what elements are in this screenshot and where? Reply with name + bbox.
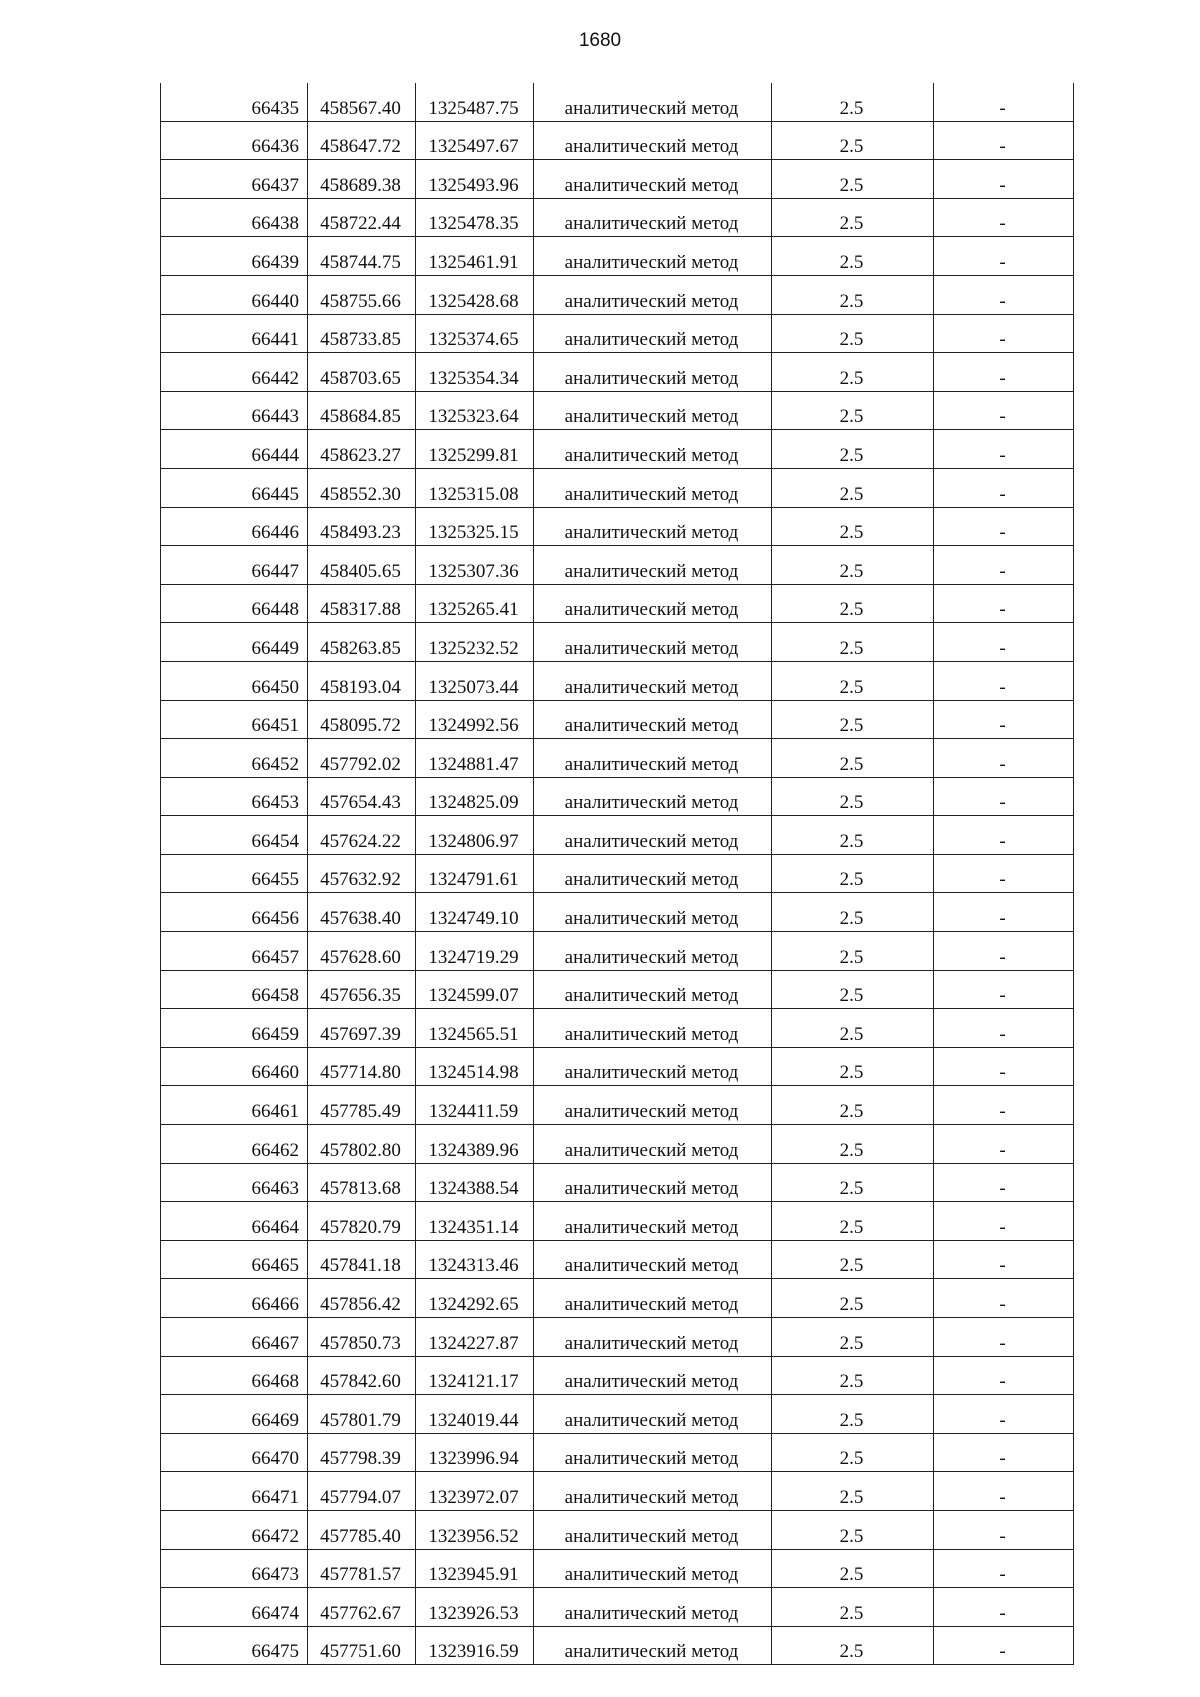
note-cell: -: [934, 1395, 1074, 1434]
method-cell: аналитический метод: [534, 1549, 772, 1588]
x-coordinate-cell: 458623.27: [308, 430, 416, 469]
y-coordinate-cell: 1324514.98: [416, 1047, 534, 1086]
note-cell: -: [934, 546, 1074, 585]
point-number-cell: 66471: [161, 1472, 308, 1511]
table-row: [161, 83, 1074, 121]
note-cell: -: [934, 1125, 1074, 1164]
method-cell: аналитический метод: [534, 275, 772, 314]
method-cell: аналитический метод: [534, 777, 772, 816]
method-cell: аналитический метод: [534, 1356, 772, 1395]
y-coordinate-cell: 1324019.44: [416, 1395, 534, 1434]
accuracy-cell: 2.5: [772, 584, 934, 623]
table-row: [161, 854, 1074, 893]
table-row: [161, 816, 1074, 855]
y-coordinate-cell: 1323945.91: [416, 1549, 534, 1588]
method-cell: аналитический метод: [534, 1047, 772, 1086]
accuracy-cell: 2.5: [772, 275, 934, 314]
table-row: [161, 430, 1074, 469]
x-coordinate-cell: 458493.23: [308, 507, 416, 546]
point-number-cell: 66468: [161, 1356, 308, 1395]
method-cell: аналитический метод: [534, 314, 772, 353]
note-cell: -: [934, 353, 1074, 392]
x-coordinate-cell: 457654.43: [308, 777, 416, 816]
note-cell: -: [934, 430, 1074, 469]
y-coordinate-cell: 1324351.14: [416, 1202, 534, 1241]
note-cell: -: [934, 1318, 1074, 1357]
x-coordinate-cell: 457798.39: [308, 1433, 416, 1472]
table-row: [161, 1395, 1074, 1434]
y-coordinate-cell: 1323972.07: [416, 1472, 534, 1511]
table-row: [161, 739, 1074, 778]
y-coordinate-cell: 1324806.97: [416, 816, 534, 855]
accuracy-cell: 2.5: [772, 1047, 934, 1086]
note-cell: -: [934, 739, 1074, 778]
method-cell: аналитический метод: [534, 1163, 772, 1202]
point-number-cell: 66459: [161, 1009, 308, 1048]
point-number-cell: 66437: [161, 160, 308, 199]
accuracy-cell: 2.5: [772, 1356, 934, 1395]
method-cell: аналитический метод: [534, 160, 772, 199]
y-coordinate-cell: 1324825.09: [416, 777, 534, 816]
x-coordinate-cell: 457813.68: [308, 1163, 416, 1202]
method-cell: аналитический метод: [534, 700, 772, 739]
point-number-cell: 66457: [161, 932, 308, 971]
x-coordinate-cell: 457841.18: [308, 1240, 416, 1279]
point-number-cell: 66436: [161, 121, 308, 160]
x-coordinate-cell: 457794.07: [308, 1472, 416, 1511]
note-cell: -: [934, 198, 1074, 237]
note-cell: -: [934, 1549, 1074, 1588]
note-cell: -: [934, 854, 1074, 893]
note-cell: -: [934, 970, 1074, 1009]
x-coordinate-cell: 457697.39: [308, 1009, 416, 1048]
point-number-cell: 66444: [161, 430, 308, 469]
table-row: [161, 1472, 1074, 1511]
y-coordinate-cell: 1325325.15: [416, 507, 534, 546]
note-cell: -: [934, 83, 1074, 121]
point-number-cell: 66450: [161, 661, 308, 700]
accuracy-cell: 2.5: [772, 1588, 934, 1627]
accuracy-cell: 2.5: [772, 1318, 934, 1357]
note-cell: -: [934, 1240, 1074, 1279]
method-cell: аналитический метод: [534, 546, 772, 585]
point-number-cell: 66460: [161, 1047, 308, 1086]
method-cell: аналитический метод: [534, 1626, 772, 1665]
note-cell: -: [934, 700, 1074, 739]
x-coordinate-cell: 457802.80: [308, 1125, 416, 1164]
coordinates-table: [160, 83, 1074, 1665]
table-row: [161, 353, 1074, 392]
note-cell: -: [934, 777, 1074, 816]
x-coordinate-cell: 457781.57: [308, 1549, 416, 1588]
accuracy-cell: 2.5: [772, 1163, 934, 1202]
method-cell: аналитический метод: [534, 430, 772, 469]
method-cell: аналитический метод: [534, 507, 772, 546]
note-cell: -: [934, 1009, 1074, 1048]
x-coordinate-cell: 457801.79: [308, 1395, 416, 1434]
table-row: [161, 584, 1074, 623]
point-number-cell: 66449: [161, 623, 308, 662]
y-coordinate-cell: 1325374.65: [416, 314, 534, 353]
method-cell: аналитический метод: [534, 121, 772, 160]
table-row: [161, 893, 1074, 932]
x-coordinate-cell: 457842.60: [308, 1356, 416, 1395]
y-coordinate-cell: 1325461.91: [416, 237, 534, 276]
x-coordinate-cell: 458755.66: [308, 275, 416, 314]
x-coordinate-cell: 457792.02: [308, 739, 416, 778]
point-number-cell: 66469: [161, 1395, 308, 1434]
x-coordinate-cell: 457762.67: [308, 1588, 416, 1627]
method-cell: аналитический метод: [534, 1395, 772, 1434]
x-coordinate-cell: 458552.30: [308, 468, 416, 507]
table-row: [161, 1318, 1074, 1357]
y-coordinate-cell: 1325478.35: [416, 198, 534, 237]
accuracy-cell: 2.5: [772, 1009, 934, 1048]
accuracy-cell: 2.5: [772, 546, 934, 585]
method-cell: аналитический метод: [534, 1510, 772, 1549]
y-coordinate-cell: 1325493.96: [416, 160, 534, 199]
table-row: [161, 1086, 1074, 1125]
y-coordinate-cell: 1324749.10: [416, 893, 534, 932]
x-coordinate-cell: 458722.44: [308, 198, 416, 237]
method-cell: аналитический метод: [534, 1433, 772, 1472]
accuracy-cell: 2.5: [772, 1510, 934, 1549]
note-cell: -: [934, 314, 1074, 353]
y-coordinate-cell: 1324791.61: [416, 854, 534, 893]
table-row: [161, 1163, 1074, 1202]
table-row: [161, 314, 1074, 353]
x-coordinate-cell: 457638.40: [308, 893, 416, 932]
table-row: [161, 198, 1074, 237]
note-cell: -: [934, 1510, 1074, 1549]
x-coordinate-cell: 457628.60: [308, 932, 416, 971]
table-row: [161, 970, 1074, 1009]
x-coordinate-cell: 458095.72: [308, 700, 416, 739]
note-cell: -: [934, 1588, 1074, 1627]
method-cell: аналитический метод: [534, 1202, 772, 1241]
table-row: [161, 507, 1074, 546]
x-coordinate-cell: 458733.85: [308, 314, 416, 353]
y-coordinate-cell: 1324599.07: [416, 970, 534, 1009]
method-cell: аналитический метод: [534, 1318, 772, 1357]
note-cell: -: [934, 1202, 1074, 1241]
point-number-cell: 66442: [161, 353, 308, 392]
accuracy-cell: 2.5: [772, 932, 934, 971]
point-number-cell: 66447: [161, 546, 308, 585]
point-number-cell: 66448: [161, 584, 308, 623]
x-coordinate-cell: 457850.73: [308, 1318, 416, 1357]
x-coordinate-cell: 458317.88: [308, 584, 416, 623]
accuracy-cell: 2.5: [772, 1125, 934, 1164]
point-number-cell: 66473: [161, 1549, 308, 1588]
y-coordinate-cell: 1325323.64: [416, 391, 534, 430]
x-coordinate-cell: 458647.72: [308, 121, 416, 160]
accuracy-cell: 2.5: [772, 970, 934, 1009]
accuracy-cell: 2.5: [772, 1240, 934, 1279]
note-cell: -: [934, 391, 1074, 430]
x-coordinate-cell: 457714.80: [308, 1047, 416, 1086]
accuracy-cell: 2.5: [772, 314, 934, 353]
method-cell: аналитический метод: [534, 970, 772, 1009]
note-cell: -: [934, 1472, 1074, 1511]
accuracy-cell: 2.5: [772, 1626, 934, 1665]
table-row: [161, 1047, 1074, 1086]
accuracy-cell: 2.5: [772, 391, 934, 430]
y-coordinate-cell: 1325299.81: [416, 430, 534, 469]
x-coordinate-cell: 458193.04: [308, 661, 416, 700]
table-row: [161, 160, 1074, 199]
y-coordinate-cell: 1324992.56: [416, 700, 534, 739]
point-number-cell: 66467: [161, 1318, 308, 1357]
accuracy-cell: 2.5: [772, 623, 934, 662]
point-number-cell: 66441: [161, 314, 308, 353]
accuracy-cell: 2.5: [772, 121, 934, 160]
note-cell: -: [934, 1626, 1074, 1665]
accuracy-cell: 2.5: [772, 739, 934, 778]
accuracy-cell: 2.5: [772, 468, 934, 507]
y-coordinate-cell: 1325073.44: [416, 661, 534, 700]
point-number-cell: 66446: [161, 507, 308, 546]
point-number-cell: 66454: [161, 816, 308, 855]
note-cell: -: [934, 1279, 1074, 1318]
accuracy-cell: 2.5: [772, 237, 934, 276]
method-cell: аналитический метод: [534, 237, 772, 276]
table-row: [161, 1626, 1074, 1665]
y-coordinate-cell: 1324565.51: [416, 1009, 534, 1048]
table-row: [161, 391, 1074, 430]
x-coordinate-cell: 458263.85: [308, 623, 416, 662]
x-coordinate-cell: 457632.92: [308, 854, 416, 893]
table-row: [161, 1588, 1074, 1627]
y-coordinate-cell: 1324388.54: [416, 1163, 534, 1202]
method-cell: аналитический метод: [534, 893, 772, 932]
note-cell: -: [934, 121, 1074, 160]
point-number-cell: 66440: [161, 275, 308, 314]
table-row: [161, 623, 1074, 662]
point-number-cell: 66465: [161, 1240, 308, 1279]
note-cell: -: [934, 1047, 1074, 1086]
x-coordinate-cell: 457785.40: [308, 1510, 416, 1549]
point-number-cell: 66470: [161, 1433, 308, 1472]
x-coordinate-cell: 458744.75: [308, 237, 416, 276]
point-number-cell: 66438: [161, 198, 308, 237]
point-number-cell: 66472: [161, 1510, 308, 1549]
y-coordinate-cell: 1324121.17: [416, 1356, 534, 1395]
y-coordinate-cell: 1324389.96: [416, 1125, 534, 1164]
accuracy-cell: 2.5: [772, 430, 934, 469]
y-coordinate-cell: 1325232.52: [416, 623, 534, 662]
y-coordinate-cell: 1325265.41: [416, 584, 534, 623]
accuracy-cell: 2.5: [772, 854, 934, 893]
method-cell: аналитический метод: [534, 468, 772, 507]
point-number-cell: 66445: [161, 468, 308, 507]
point-number-cell: 66458: [161, 970, 308, 1009]
method-cell: аналитический метод: [534, 198, 772, 237]
accuracy-cell: 2.5: [772, 1549, 934, 1588]
x-coordinate-cell: 458567.40: [308, 83, 416, 121]
y-coordinate-cell: 1325487.75: [416, 83, 534, 121]
point-number-cell: 66439: [161, 237, 308, 276]
note-cell: -: [934, 468, 1074, 507]
x-coordinate-cell: 457785.49: [308, 1086, 416, 1125]
point-number-cell: 66451: [161, 700, 308, 739]
method-cell: аналитический метод: [534, 623, 772, 662]
note-cell: -: [934, 160, 1074, 199]
accuracy-cell: 2.5: [772, 353, 934, 392]
table-row: [161, 1549, 1074, 1588]
table-row: [161, 700, 1074, 739]
x-coordinate-cell: 458405.65: [308, 546, 416, 585]
table-row: [161, 1240, 1074, 1279]
x-coordinate-cell: 457751.60: [308, 1626, 416, 1665]
method-cell: аналитический метод: [534, 1240, 772, 1279]
y-coordinate-cell: 1324227.87: [416, 1318, 534, 1357]
note-cell: -: [934, 1086, 1074, 1125]
accuracy-cell: 2.5: [772, 700, 934, 739]
accuracy-cell: 2.5: [772, 83, 934, 121]
note-cell: -: [934, 816, 1074, 855]
x-coordinate-cell: 458684.85: [308, 391, 416, 430]
accuracy-cell: 2.5: [772, 198, 934, 237]
method-cell: аналитический метод: [534, 1472, 772, 1511]
point-number-cell: 66461: [161, 1086, 308, 1125]
table-row: [161, 1433, 1074, 1472]
method-cell: аналитический метод: [534, 932, 772, 971]
y-coordinate-cell: 1325354.34: [416, 353, 534, 392]
method-cell: аналитический метод: [534, 739, 772, 778]
table-row: [161, 1125, 1074, 1164]
method-cell: аналитический метод: [534, 584, 772, 623]
point-number-cell: 66462: [161, 1125, 308, 1164]
table-row: [161, 275, 1074, 314]
point-number-cell: 66435: [161, 83, 308, 121]
y-coordinate-cell: 1324881.47: [416, 739, 534, 778]
y-coordinate-cell: 1324411.59: [416, 1086, 534, 1125]
method-cell: аналитический метод: [534, 391, 772, 430]
y-coordinate-cell: 1325497.67: [416, 121, 534, 160]
note-cell: -: [934, 275, 1074, 314]
note-cell: -: [934, 932, 1074, 971]
x-coordinate-cell: 457856.42: [308, 1279, 416, 1318]
accuracy-cell: 2.5: [772, 816, 934, 855]
note-cell: -: [934, 661, 1074, 700]
method-cell: аналитический метод: [534, 854, 772, 893]
table-row: [161, 1202, 1074, 1241]
point-number-cell: 66443: [161, 391, 308, 430]
point-number-cell: 66453: [161, 777, 308, 816]
note-cell: -: [934, 893, 1074, 932]
method-cell: аналитический метод: [534, 1086, 772, 1125]
accuracy-cell: 2.5: [772, 1472, 934, 1511]
point-number-cell: 66474: [161, 1588, 308, 1627]
y-coordinate-cell: 1324719.29: [416, 932, 534, 971]
accuracy-cell: 2.5: [772, 160, 934, 199]
x-coordinate-cell: 457820.79: [308, 1202, 416, 1241]
table-row: [161, 468, 1074, 507]
method-cell: аналитический метод: [534, 661, 772, 700]
x-coordinate-cell: 457656.35: [308, 970, 416, 1009]
accuracy-cell: 2.5: [772, 1395, 934, 1434]
table-row: [161, 777, 1074, 816]
table-row: [161, 1009, 1074, 1048]
method-cell: аналитический метод: [534, 83, 772, 121]
y-coordinate-cell: 1323926.53: [416, 1588, 534, 1627]
note-cell: -: [934, 237, 1074, 276]
point-number-cell: 66456: [161, 893, 308, 932]
table-row: [161, 237, 1074, 276]
method-cell: аналитический метод: [534, 816, 772, 855]
table-row: [161, 1356, 1074, 1395]
point-number-cell: 66452: [161, 739, 308, 778]
table-row: [161, 121, 1074, 160]
accuracy-cell: 2.5: [772, 1433, 934, 1472]
method-cell: аналитический метод: [534, 1279, 772, 1318]
y-coordinate-cell: 1325315.08: [416, 468, 534, 507]
point-number-cell: 66455: [161, 854, 308, 893]
y-coordinate-cell: 1324292.65: [416, 1279, 534, 1318]
x-coordinate-cell: 458703.65: [308, 353, 416, 392]
accuracy-cell: 2.5: [772, 893, 934, 932]
method-cell: аналитический метод: [534, 353, 772, 392]
accuracy-cell: 2.5: [772, 1202, 934, 1241]
y-coordinate-cell: 1325428.68: [416, 275, 534, 314]
note-cell: -: [934, 1433, 1074, 1472]
note-cell: -: [934, 507, 1074, 546]
accuracy-cell: 2.5: [772, 507, 934, 546]
method-cell: аналитический метод: [534, 1588, 772, 1627]
y-coordinate-cell: 1325307.36: [416, 546, 534, 585]
accuracy-cell: 2.5: [772, 777, 934, 816]
accuracy-cell: 2.5: [772, 1086, 934, 1125]
y-coordinate-cell: 1323956.52: [416, 1510, 534, 1549]
y-coordinate-cell: 1324313.46: [416, 1240, 534, 1279]
point-number-cell: 66463: [161, 1163, 308, 1202]
x-coordinate-cell: 457624.22: [308, 816, 416, 855]
table-row: [161, 932, 1074, 971]
point-number-cell: 66464: [161, 1202, 308, 1241]
note-cell: -: [934, 584, 1074, 623]
point-number-cell: 66475: [161, 1626, 308, 1665]
note-cell: -: [934, 623, 1074, 662]
table-row: [161, 546, 1074, 585]
method-cell: аналитический метод: [534, 1009, 772, 1048]
table-row: [161, 1279, 1074, 1318]
method-cell: аналитический метод: [534, 1125, 772, 1164]
page-number: 1680: [578, 30, 622, 51]
table-row: [161, 661, 1074, 700]
x-coordinate-cell: 458689.38: [308, 160, 416, 199]
note-cell: -: [934, 1356, 1074, 1395]
point-number-cell: 66466: [161, 1279, 308, 1318]
y-coordinate-cell: 1323916.59: [416, 1626, 534, 1665]
note-cell: -: [934, 1163, 1074, 1202]
accuracy-cell: 2.5: [772, 1279, 934, 1318]
accuracy-cell: 2.5: [772, 661, 934, 700]
table-row: [161, 1510, 1074, 1549]
y-coordinate-cell: 1323996.94: [416, 1433, 534, 1472]
table-body: [161, 83, 1074, 1665]
